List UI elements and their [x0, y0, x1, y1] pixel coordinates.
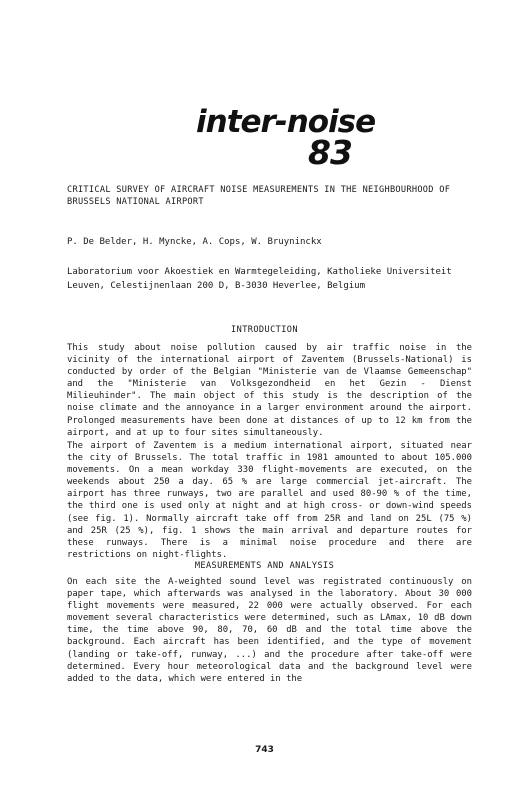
- measurements-heading: MEASUREMENTS AND ANALYSIS: [194, 561, 335, 571]
- introduction-paragraph-1: This study about noise pollution caused by air traffic noise in the vicinity of the international airport of Zaventem (Brussels-National) is conducted by order of the Belgian "Ministerie van de Vlaamse Gemeenschap" and the "Ministerie van Volksgezondheid en het Gezin - Dienst Milieuhinder". The main object of this study is the description of the noise climate and the annoyance in a larger environment around the airport. Prolonged measurements have been done at distances of up to 12 km from the airport, and at up to four sites simultaneously.: [67, 343, 472, 438]
- logo-name: inter-noise: [196, 104, 376, 140]
- logo-year: 83: [308, 133, 352, 172]
- page-number: 743: [255, 745, 274, 755]
- affiliation-line-1: Laboratorium voor Akoestiek en Warmtegeleiding, Katholieke Universiteit: [67, 267, 452, 277]
- measurements-paragraph-1: On each site the A-weighted sound level was registrated continuously on paper tape, which afterwards was analysed in the laboratory. About 30 000 flight movements were measured, 22 000 were actually observed. For each movement several characteristics were determined, such as LAmax, 10 dB down time, the time above 90, 80, 70, 60 dB and the total time above the background. Each aircraft has been identified, and the type of movement (landing or take-off, runway, ...) and the procedure after take-off were determined. Every hour meteorological data and the background level were added to the data, which were entered in the: [67, 577, 472, 684]
- introduction-heading: INTRODUCTION: [231, 325, 298, 335]
- paper-title: CRITICAL SURVEY OF AIRCRAFT NOISE MEASUREMENTS IN THE NEIGHBOURHOOD OF BRUSSELS NATIONAL AIRPORT: [67, 185, 451, 207]
- introduction-paragraph-2: The airport of Zaventem is a medium international airport, situated near the city of Brussels. The total traffic in 1981 amounted to about 105.000 movements. On a mean workday 330 flight-movements are executed, on the weekends about 250 a day. 65 % are large commercial jet-aircraft. The airport has three runways, two are parallel and used 80-90 % of the time, the third one is used only at night and at high cross- or down-wind speeds (see fig. 1). Normally aircraft take off from 25R and land on 25L (75 %) and 25R (25 %), fig. 1 shows the main arrival and departure routes for these runways. There is a minimal noise procedure and there are restrictions on night-flights.: [67, 441, 472, 560]
- affiliation: [67, 265, 507, 293]
- affiliation-line-2: Leuven, Celestijnenlaan 200 D, B-3030 Heverlee, Belgium: [67, 281, 366, 291]
- author-list: P. De Belder, H. Myncke, A. Cops, W. Bruyninckx: [67, 237, 322, 247]
